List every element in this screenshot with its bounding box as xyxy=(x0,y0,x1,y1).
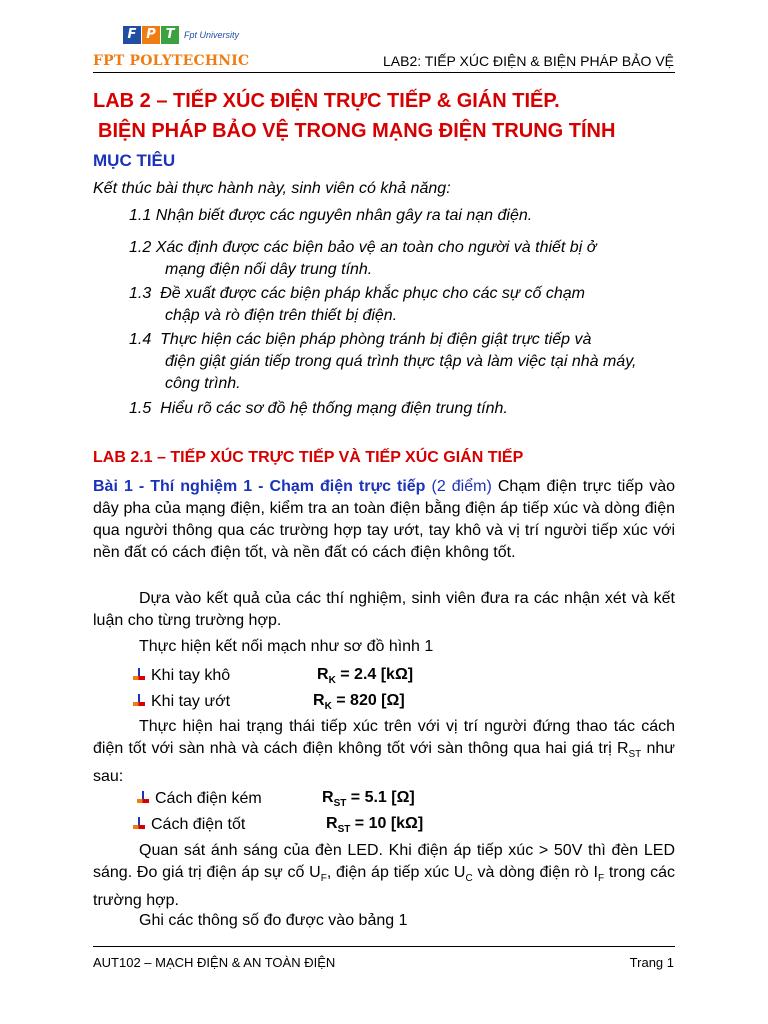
objective-item xyxy=(129,237,674,281)
header-lab-title: LAB2: TIẾP XÚC ĐIỆN & BIỆN PHÁP BẢO VỆ xyxy=(383,53,674,69)
case-value: $R_K = 820$ [Ω] xyxy=(313,692,405,713)
floor-case-item xyxy=(133,815,245,834)
header-divider xyxy=(93,72,675,73)
paragraph: Ghi các thông số đo được vào bảng 1 xyxy=(139,912,408,929)
page-title: LAB 2 – TIẾP XÚC ĐIỆN TRỰC TIẾP & GIÁN TIẾP. xyxy=(93,90,560,112)
logo-subtitle: Fpt University xyxy=(184,30,240,40)
case-value: $R_K = 2.4$ [kΩ] xyxy=(317,666,414,687)
case-label: Khi tay ướt xyxy=(151,693,231,710)
paragraph: Quan sát ánh sáng của đèn LED. Khi điện áp tiếp xúc > 50V thì đèn LED sáng. Đo giá trị điện áp sự cố $U_F$, điện áp tiếp xúc $U_C$ và dòng điện rò $I_F$ trong các trường hợp. xyxy=(93,842,675,910)
paragraph: Dựa vào kết quả của các thí nghiệm, sinh viên đưa ra các nhận xét và kết luận cho từng trường hợp. xyxy=(93,590,675,629)
floor-case-item xyxy=(137,789,262,808)
objective-item xyxy=(129,205,674,227)
objective-text: Đề xuất được các biện pháp khắc phục cho các sự cố chạm xyxy=(160,285,585,302)
footer-page-number: Trang 1 xyxy=(629,955,674,970)
logo-letter-p: P xyxy=(142,26,160,44)
objective-item xyxy=(129,283,674,327)
objectives-heading: MỤC TIÊU xyxy=(93,151,176,170)
hand-case-item xyxy=(133,692,230,711)
bullet-icon xyxy=(133,817,145,831)
case-value: $R_{ST} = 10$ [kΩ] xyxy=(326,815,424,836)
objective-number: 1.2 xyxy=(129,239,152,256)
brand-name: FPT POLYTECHNIC xyxy=(93,53,250,69)
objective-item xyxy=(129,398,674,420)
section-heading: LAB 2.1 – TIẾP XÚC TRỰC TIẾP VÀ TIẾP XÚC GIÁN TIẾP xyxy=(93,449,524,466)
objective-text: Thực hiện các biện pháp phòng tránh bị điện giật trực tiếp và xyxy=(160,331,592,348)
hand-case-item xyxy=(133,666,230,685)
objective-text: Hiểu rõ các sơ đồ hệ thống mạng điện trung tính. xyxy=(160,400,508,417)
case-value: $R_{ST} = 5.1$ [Ω] xyxy=(322,789,415,810)
page-subtitle: BIỆN PHÁP BẢO VỆ TRONG MẠNG ĐIỆN TRUNG TÍNH xyxy=(98,120,616,142)
objective-text-cont: điện giật gián tiếp trong quá trình thực tập và làm việc tại nhà máy, công trình. xyxy=(165,353,637,392)
logo-letter-f: F xyxy=(123,26,141,44)
case-label: Khi tay khô xyxy=(151,667,231,684)
objective-number: 1.5 xyxy=(129,400,152,417)
objective-number: 1.3 xyxy=(129,285,152,302)
objective-text-cont: mạng điện nối dây trung tính. xyxy=(165,261,373,278)
case-label: Cách điện kém xyxy=(155,790,262,807)
objective-text: Nhận biết được các nguyên nhân gây ra tai nạn điện. xyxy=(155,207,533,224)
bullet-icon xyxy=(133,668,145,682)
footer-divider xyxy=(93,946,675,947)
exercise-paragraph xyxy=(93,476,675,564)
paragraph: Thực hiện hai trạng thái tiếp xúc trên với vị trí người đứng thao tác cách điện tốt với sàn nhà và cách điện không tốt với sàn thông qua hai giá trị $R_{ST}$ như sau: xyxy=(93,718,676,786)
footer-course: AUT102 – MẠCH ĐIỆN & AN TOÀN ĐIỆN xyxy=(93,955,336,970)
objective-text-cont: chập và rò điện trên thiết bị điện. xyxy=(165,307,398,324)
paragraph: Thực hiện kết nối mạch như sơ đồ hình 1 xyxy=(139,638,434,655)
objective-number: 1.1 xyxy=(129,207,152,224)
logo-letter-t: T xyxy=(161,26,179,44)
objective-text: Xác định được các biện bảo vệ an toàn cho người và thiết bị ở xyxy=(155,239,597,256)
objective-number: 1.4 xyxy=(129,331,152,348)
exercise-points: (2 điểm) xyxy=(431,478,492,495)
exercise-label: Bài 1 - Thí nghiệm 1 - Chạm điện trực tiếp xyxy=(93,478,426,495)
exercise-text: Chạm điện trực tiếp vào dây pha của mạng điện, kiểm tra an toàn điện bằng điện áp tiếp xúc và dòng điện qua người thông qua các trường hợp tay ướt, tay khô và vị trí người tiếp xúc với nền đất có cách điện tốt, và nền đất có cách điện không tốt. xyxy=(93,478,675,561)
fpt-logo xyxy=(123,24,239,50)
bullet-icon xyxy=(137,791,149,805)
case-label: Cách điện tốt xyxy=(151,816,246,833)
objectives-intro: Kết thúc bài thực hành này, sinh viên có khả năng: xyxy=(93,180,451,197)
bullet-icon xyxy=(133,694,145,708)
objective-item xyxy=(129,329,674,395)
